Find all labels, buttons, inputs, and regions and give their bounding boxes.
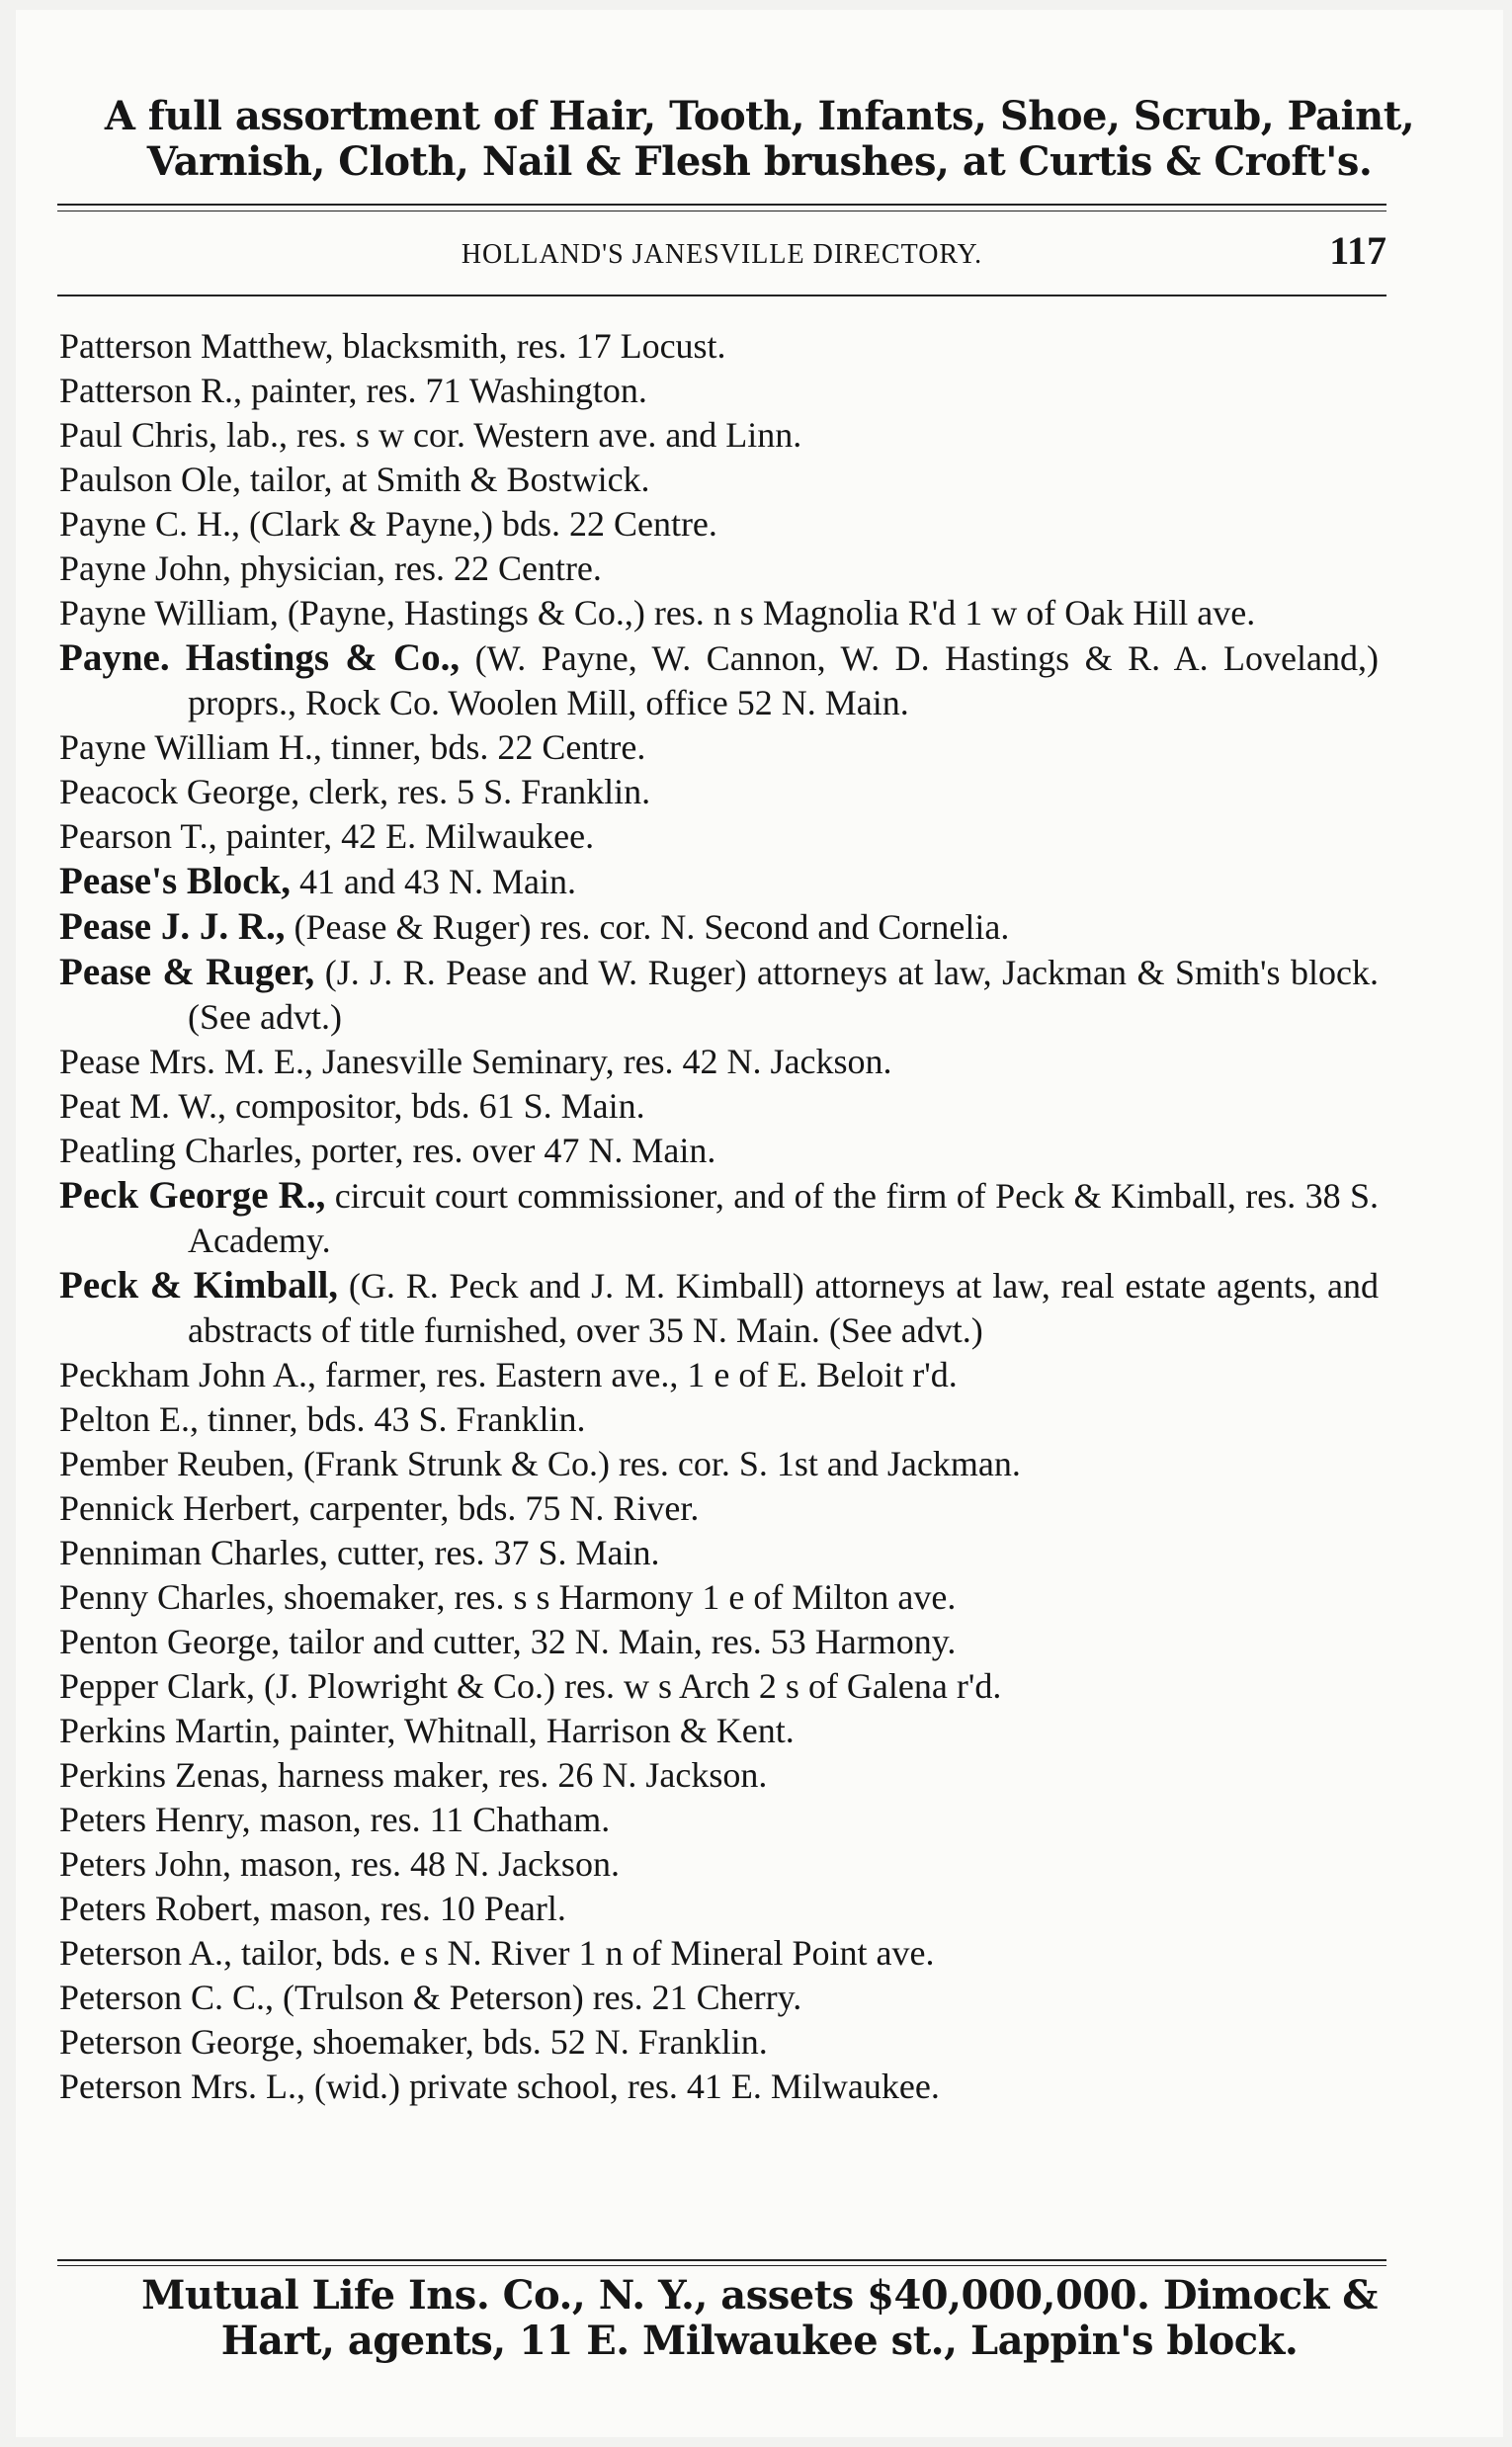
- directory-entry: [59, 1620, 1379, 1664]
- directory-entry: [59, 1173, 1379, 1263]
- directory-entry: [59, 324, 1379, 369]
- directory-entry: [59, 950, 1379, 1040]
- entry-name: Pease & Ruger,: [59, 951, 315, 993]
- directory-entry: [59, 1397, 1379, 1442]
- entry-name: Paulson Ole,: [59, 460, 241, 499]
- entry-details: shoemaker, res. s s Harmony 1 e of Milton ave.: [274, 1577, 957, 1617]
- entry-details: (Clark & Payne,) bds. 22 Centre.: [240, 504, 717, 544]
- top-ad-line-1: A full assortment of Hair, Tooth, Infants, Shoe, Scrub, Paint,: [104, 93, 1415, 139]
- entry-name: Patterson Matthew,: [59, 326, 334, 366]
- directory-entry: [59, 547, 1379, 591]
- entry-details: compositor, bds. 61 S. Main.: [226, 1086, 645, 1126]
- bottom-advertisement: [16, 2273, 1503, 2364]
- directory-entry: [59, 725, 1379, 770]
- entry-details: (G. R. Peck and J. M. Kimball) attorneys at law, real estate agents, and abstracts of title furnished, over 35 N. Main. (See advt.): [188, 1266, 1379, 1350]
- entry-name: Pease Mrs. M. E.,: [59, 1042, 313, 1081]
- entry-name: Peatling Charles,: [59, 1131, 302, 1170]
- entry-details: carpenter, bds. 75 N. River.: [299, 1488, 700, 1528]
- entry-details: (Frank Strunk & Co.) res. cor. S. 1st and Jackman.: [294, 1444, 1021, 1483]
- directory-entry: [59, 502, 1379, 547]
- header-rule-top: [57, 204, 1386, 206]
- directory-entry: [59, 770, 1379, 814]
- directory-entry: [59, 1753, 1379, 1798]
- entry-name: Payne William,: [59, 593, 279, 633]
- entry-name: Pember Reuben,: [59, 1444, 294, 1483]
- directory-entry: [59, 1887, 1379, 1931]
- entry-name: Peterson A.,: [59, 1933, 232, 1973]
- page-header: [57, 229, 1386, 279]
- entry-name: Peterson Mrs. L.,: [59, 2067, 305, 2106]
- entry-details: mason, res. 11 Chatham.: [250, 1800, 611, 1839]
- entry-name: Pease's Block,: [59, 860, 291, 902]
- directory-entry: [59, 1842, 1379, 1887]
- entry-details: painter, Whitnall, Harrison & Kent.: [280, 1711, 795, 1750]
- entry-name: Peacock George,: [59, 772, 300, 811]
- directory-entry: [59, 635, 1379, 725]
- entry-details: (Payne, Hastings & Co.,) res. n s Magnolia R'd 1 w of Oak Hill ave.: [278, 593, 1256, 633]
- footer-rule: [57, 2259, 1386, 2261]
- entry-name: Peck George R.,: [59, 1174, 326, 1217]
- entry-name: Peters Henry,: [59, 1800, 251, 1839]
- entry-details: painter, 42 E. Milwaukee.: [216, 816, 595, 856]
- directory-entry: [59, 458, 1379, 502]
- directory-entry: [59, 1084, 1379, 1129]
- directory-entry: [59, 1353, 1379, 1397]
- directory-entry: [59, 1575, 1379, 1620]
- entry-details: shoemaker, bds. 52 N. Franklin.: [303, 2022, 768, 2062]
- bottom-ad-line-1: Mutual Life Ins. Co., N. Y., assets $40,000,000. Dimock &: [141, 2272, 1378, 2319]
- entry-details: blacksmith, res. 17 Locust.: [333, 326, 726, 366]
- directory-entry: [59, 814, 1379, 859]
- entry-details: tinner, bds. 22 Centre.: [321, 727, 646, 767]
- directory-entry: [59, 1931, 1379, 1976]
- entry-details: 41 and 43 N. Main.: [290, 862, 576, 901]
- entry-details: farmer, res. Eastern ave., 1 e of E. Beloit r'd.: [315, 1355, 958, 1394]
- entry-details: tailor, at Smith & Bostwick.: [241, 460, 650, 499]
- entry-name: Pearson T.,: [59, 816, 217, 856]
- entry-details: (J. J. R. Pease and W. Ruger) attorneys at law, Jackman & Smith's block. (See advt.): [188, 953, 1379, 1037]
- directory-entry: [59, 1263, 1379, 1353]
- entry-details: (Trulson & Peterson) res. 21 Cherry.: [274, 1978, 802, 2017]
- directory-entry: [59, 591, 1379, 635]
- entry-details: porter, res. over 47 N. Main.: [301, 1131, 716, 1170]
- entry-name: Patterson R.,: [59, 371, 242, 410]
- entry-name: Perkins Zenas,: [59, 1755, 269, 1795]
- entry-details: tinner, bds. 43 S. Franklin.: [199, 1399, 586, 1439]
- entry-name: Peterson George,: [59, 2022, 304, 2062]
- entry-details: physician, res. 22 Centre.: [231, 548, 602, 588]
- entry-name: Pennick Herbert,: [59, 1488, 300, 1528]
- entry-name: Pepper Clark,: [59, 1666, 255, 1706]
- directory-entry: [59, 2020, 1379, 2065]
- entry-name: Penniman Charles,: [59, 1533, 328, 1572]
- entry-details: (W. Payne, W. Cannon, W. D. Hastings & R. A. Loveland,) proprs., Rock Co. Woolen Mill, office 52 N. Main.: [188, 638, 1379, 722]
- entry-name: Pelton E.,: [59, 1399, 199, 1439]
- directory-entry: [59, 1442, 1379, 1486]
- entry-name: Peckham John A.,: [59, 1355, 316, 1394]
- top-ad-line-2: Varnish, Cloth, Nail & Flesh brushes, at Curtis & Croft's.: [146, 138, 1373, 185]
- directory-entry: [59, 1664, 1379, 1709]
- directory-entry: [59, 1040, 1379, 1084]
- entry-details: clerk, res. 5 S. Franklin.: [299, 772, 651, 811]
- entry-name: Peat M. W.,: [59, 1086, 227, 1126]
- entry-name: Pease J. J. R.,: [59, 905, 286, 948]
- directory-entry: [59, 2065, 1379, 2109]
- entry-details: Janesville Seminary, res. 42 N. Jackson.: [312, 1042, 892, 1081]
- entry-name: Payne C. H.,: [59, 504, 240, 544]
- entry-details: circuit court commissioner, and of the firm of Peck & Kimball, res. 38 S. Academy.: [188, 1176, 1379, 1260]
- entry-name: Peterson C. C.,: [59, 1978, 275, 2017]
- entry-name: Payne. Hastings & Co.,: [59, 636, 461, 679]
- entry-details: (Pease & Ruger) res. cor. N. Second and Cornelia.: [285, 907, 1010, 947]
- entry-name: Payne William H.,: [59, 727, 322, 767]
- directory-entry: [59, 1486, 1379, 1531]
- entry-name: Perkins Martin,: [59, 1711, 281, 1750]
- header-rule-bottom: [57, 295, 1386, 296]
- entry-name: Penny Charles,: [59, 1577, 275, 1617]
- directory-entry: [59, 1798, 1379, 1842]
- directory-entry: [59, 904, 1379, 950]
- entry-details: mason, res. 10 Pearl.: [260, 1889, 566, 1928]
- directory-entry: [59, 1709, 1379, 1753]
- directory-entry: [59, 1129, 1379, 1173]
- directory-entry: [59, 413, 1379, 458]
- entry-details: tailor and cutter, 32 N. Main, res. 53 Harmony.: [280, 1622, 957, 1661]
- entry-details: (wid.) private school, res. 41 E. Milwaukee.: [304, 2067, 940, 2106]
- entry-details: (J. Plowright & Co.) res. w s Arch 2 s of Galena r'd.: [254, 1666, 1002, 1706]
- entry-name: Peters Robert,: [59, 1889, 261, 1928]
- entry-details: harness maker, res. 26 N. Jackson.: [268, 1755, 768, 1795]
- directory-entry: [59, 859, 1379, 904]
- entry-details: tailor, bds. e s N. River 1 n of Mineral Point ave.: [232, 1933, 935, 1973]
- entry-name: Peck & Kimball,: [59, 1264, 339, 1307]
- footer-rule-thin: [57, 2265, 1386, 2266]
- top-advertisement: [16, 94, 1503, 185]
- directory-entries: [59, 324, 1379, 2109]
- entry-details: painter, res. 71 Washington.: [242, 371, 647, 410]
- directory-entry: [59, 1976, 1379, 2020]
- entry-name: Penton George,: [59, 1622, 281, 1661]
- entry-name: Paul Chris,: [59, 415, 218, 455]
- entry-name: Peters John,: [59, 1844, 231, 1884]
- entry-details: cutter, res. 37 S. Main.: [327, 1533, 660, 1572]
- page-number: 117: [1329, 228, 1386, 273]
- directory-entry: [59, 369, 1379, 413]
- bottom-ad-line-2: Hart, agents, 11 E. Milwaukee st., Lappin's block.: [220, 2318, 1299, 2364]
- directory-entry: [59, 1531, 1379, 1575]
- directory-page: [16, 10, 1503, 2437]
- running-title: HOLLAND'S JANESVILLE DIRECTORY.: [461, 239, 983, 270]
- entry-name: Payne John,: [59, 548, 231, 588]
- entry-details: lab., res. s w cor. Western ave. and Linn.: [217, 415, 802, 455]
- entry-details: mason, res. 48 N. Jackson.: [231, 1844, 620, 1884]
